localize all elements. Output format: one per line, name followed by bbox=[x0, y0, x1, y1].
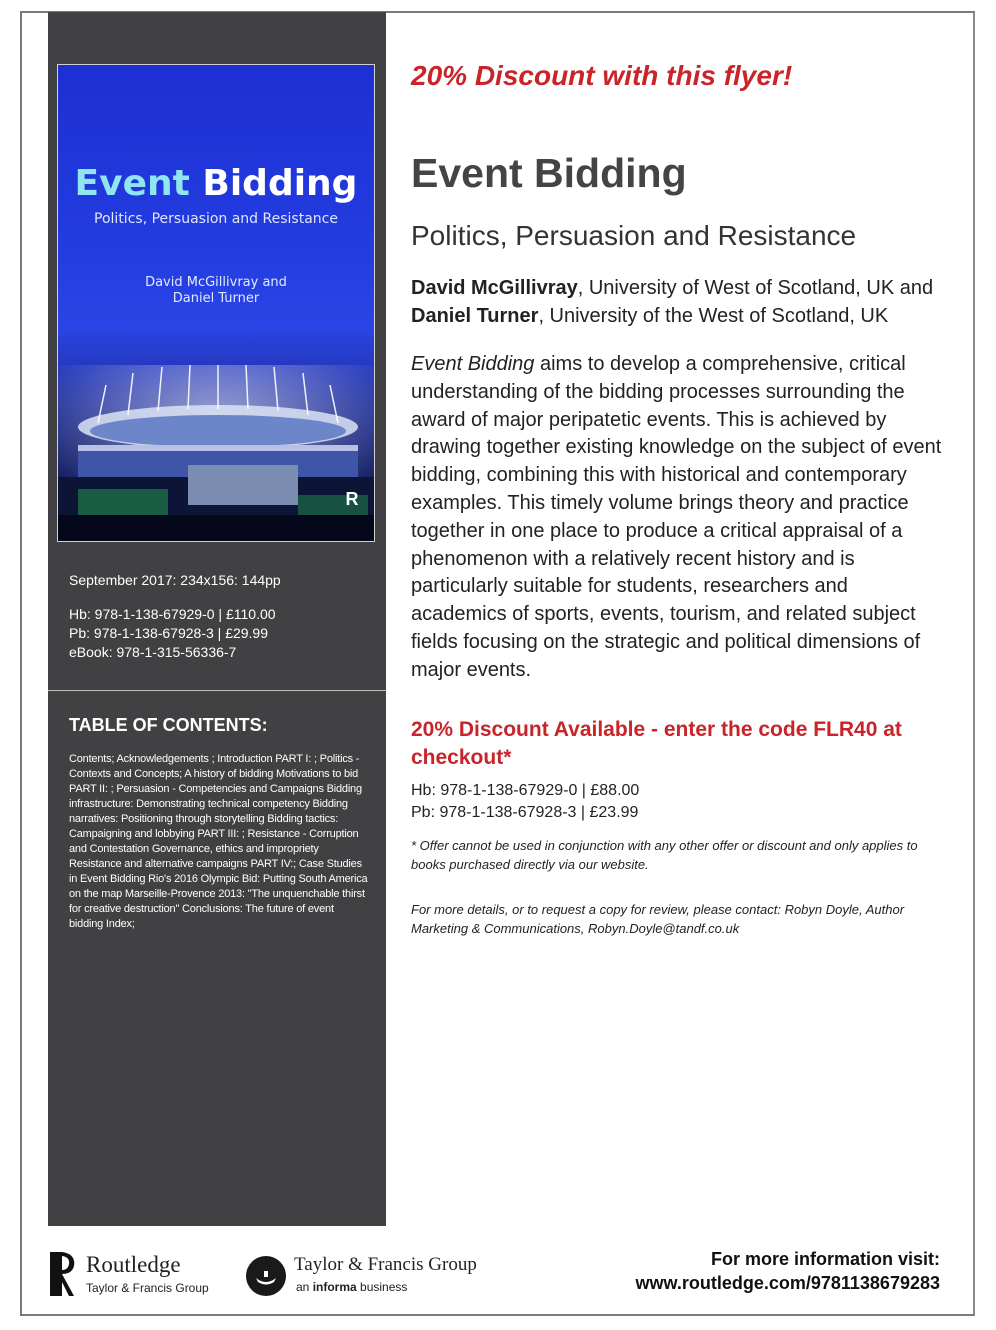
publication-info: September 2017: 234x156: 144pp bbox=[69, 572, 281, 588]
tf-sub-pre: an bbox=[296, 1280, 313, 1294]
offer-isbns bbox=[411, 780, 951, 824]
taylor-francis-logo[interactable] bbox=[246, 1252, 506, 1302]
contact-info: For more details, or to request a copy for review, please contact: Robyn Doyle, Author Marketing & Communications, Robyn.Doyle@tandf.co.uk bbox=[411, 902, 905, 936]
author-1 bbox=[411, 274, 951, 302]
routledge-name: Routledge bbox=[86, 1252, 181, 1277]
isbn-list bbox=[69, 605, 276, 662]
isbn-hb: Hb: 978-1-138-67929-0 | £110.00 bbox=[69, 606, 276, 622]
routledge-mark-icon bbox=[48, 1250, 78, 1298]
discount-banner: 20% Discount with this flyer! bbox=[411, 60, 793, 91]
stadium-illustration bbox=[58, 365, 375, 542]
book-description bbox=[411, 351, 947, 685]
routledge-subtitle: Taylor & Francis Group bbox=[86, 1281, 209, 1295]
more-info-url[interactable]: www.routledge.com/9781138679283 bbox=[635, 1273, 940, 1293]
cover-title-word2: Bidding bbox=[202, 163, 358, 204]
routledge-logo[interactable] bbox=[48, 1250, 228, 1300]
offer-heading: 20% Discount Available - enter the code FLR40 at checkout* bbox=[411, 718, 902, 769]
description-text: aims to develop a comprehensive, critical understanding of the bidding processes surrounding the award of major peripatetic events. This is achieved by drawing together existing knowledge on the subject of event bidding, combining this with historical and contemporary examples. This timely volume brings theory and practice together in one place to produce a critical appraisal of a phenomenon with a relatively recent history and is particularly suitable for students, researchers and academics of sports, events, tourism, and related subject fields focusing on the strategic and political dimensions of major events. bbox=[411, 353, 942, 681]
taylor-francis-subtitle bbox=[296, 1280, 407, 1294]
book-cover bbox=[57, 64, 375, 542]
cover-authors bbox=[58, 275, 374, 307]
toc-body: Contents; Acknowledgements ; Introduction PART I: ; Politics - Contexts and Concepts; A history of bidding Motivations to bid PART II: ; Persuasion - Competencies and Campaigns Bidding infrastructure: Demonstrating technical competency Bidding narratives: Positioning through storytelling Bidding tactics: Campaigning and lobbying PART III: ; Resistance - Corruption and Contestation Governance, ethics and impropriety Resistance and alternative campaigns PART IV:; Case Studies in Event Bidding Rio's 2016 Olympic Bid: Putting South America on the map Marseille-Provence 2013: "The unquenchable thirst for creative destruction" Conclusions: The future of event bidding Index; bbox=[69, 753, 368, 930]
author-list bbox=[411, 274, 951, 330]
author-2-affiliation: , University of the West of Scotland, UK bbox=[538, 305, 889, 327]
isbn-pb: Pb: 978-1-138-67928-3 | £29.99 bbox=[69, 625, 269, 641]
page-title: Event Bidding bbox=[411, 150, 687, 196]
tf-sub-bold: informa bbox=[312, 1280, 357, 1294]
sidebar-divider bbox=[48, 690, 386, 691]
taylor-francis-name: Taylor & Francis Group bbox=[294, 1254, 477, 1275]
isbn-ebook: eBook: 978-1-315-56336-7 bbox=[69, 644, 237, 660]
toc-heading: TABLE OF CONTENTS: bbox=[69, 715, 268, 735]
page-subtitle: Politics, Persuasion and Resistance bbox=[411, 220, 857, 251]
author-1-name: David McGillivray bbox=[411, 277, 578, 299]
offer-pb: Pb: 978-1-138-67928-3 | £23.99 bbox=[411, 804, 639, 821]
cover-title bbox=[58, 163, 374, 204]
offer-note: * Offer cannot be used in conjunction with any other offer or discount and only applies to books purchased directly via our website. bbox=[411, 838, 918, 872]
author-1-affiliation: , University of West of Scotland, UK and bbox=[577, 277, 934, 299]
cover-author-line2: Daniel Turner bbox=[172, 291, 260, 306]
cover-author-line1: David McGillivray and bbox=[145, 275, 287, 290]
routledge-logo-icon: R bbox=[345, 489, 359, 509]
taylor-francis-lamp-icon bbox=[246, 1256, 286, 1296]
description-title: Event Bidding bbox=[411, 353, 535, 375]
tf-sub-post: business bbox=[356, 1280, 408, 1294]
cover-subtitle: Politics, Persuasion and Resistance bbox=[94, 211, 338, 227]
more-info bbox=[636, 1247, 941, 1295]
offer-hb: Hb: 978-1-138-67929-0 | £88.00 bbox=[411, 782, 640, 799]
cover-title-word1: Event bbox=[74, 163, 190, 204]
author-2 bbox=[411, 302, 951, 330]
more-info-label: For more information visit: bbox=[710, 1249, 940, 1269]
author-2-name: Daniel Turner bbox=[411, 305, 539, 327]
